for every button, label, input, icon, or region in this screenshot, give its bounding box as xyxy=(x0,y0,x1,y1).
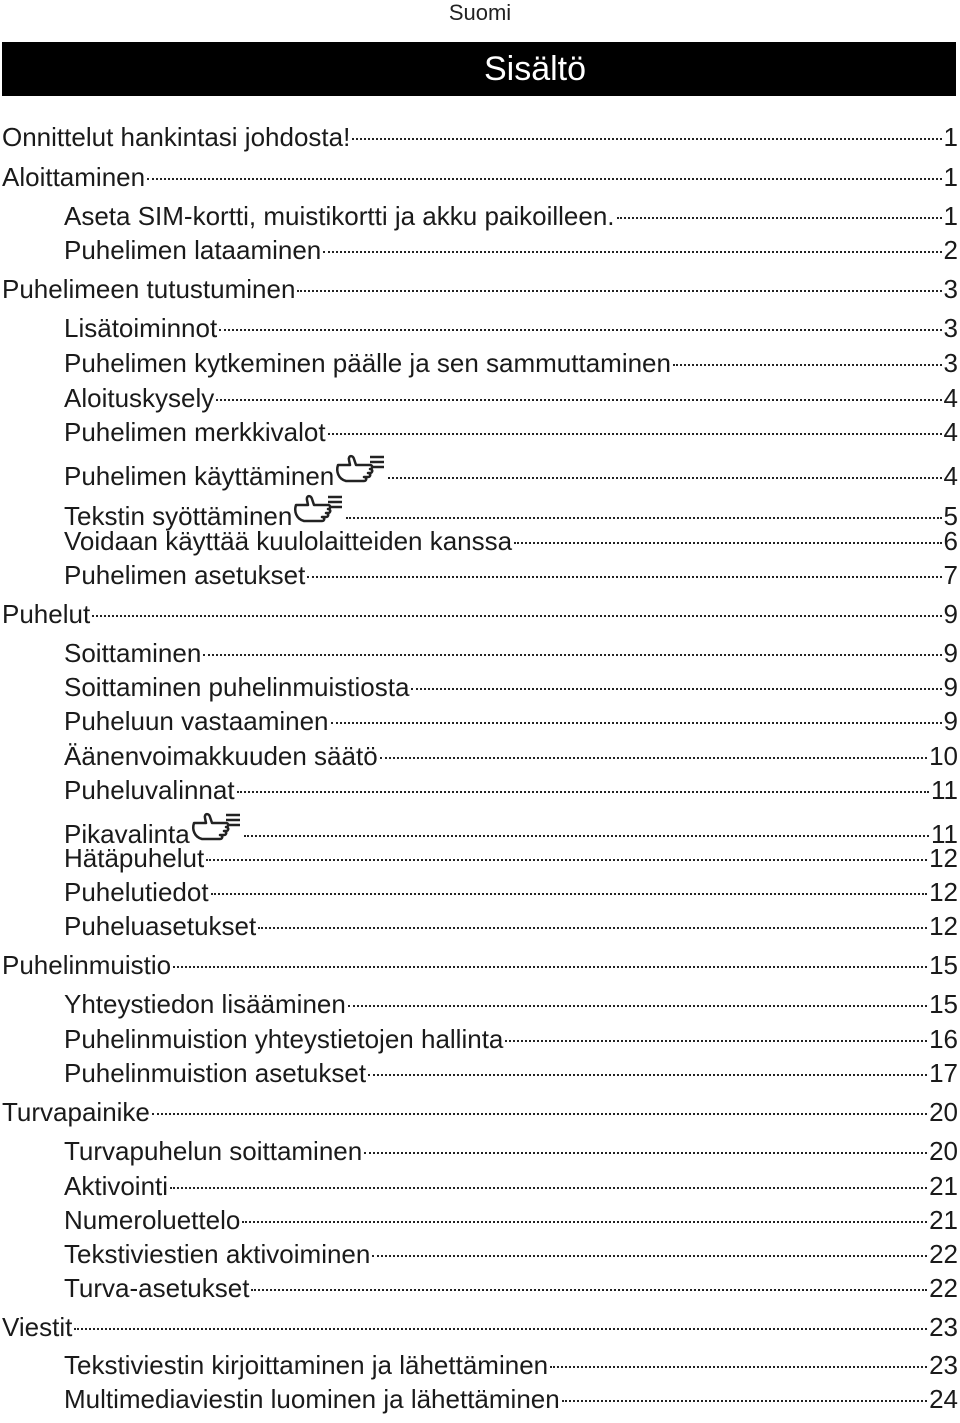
toc-leader-dots xyxy=(505,1040,927,1042)
toc-leader-dots xyxy=(244,835,929,837)
toc-leader-dots xyxy=(206,859,927,861)
toc-entry-label: Puhelinmuistion yhteystietojen hallinta xyxy=(64,1024,504,1054)
toc-entry[interactable] xyxy=(0,1239,958,1270)
toc-entry[interactable] xyxy=(0,526,958,557)
toc-page-number: 12 xyxy=(929,877,958,907)
toc-leader-dots xyxy=(173,966,927,968)
toc-entry-label: Soittaminen puhelinmuistiosta xyxy=(64,672,410,702)
toc-entry[interactable] xyxy=(0,672,958,703)
toc-entry-label: Soittaminen xyxy=(64,638,202,668)
toc-page-number: 15 xyxy=(929,950,958,980)
toc-leader-dots xyxy=(216,399,941,401)
toc-entry[interactable] xyxy=(0,313,958,344)
toc-page-number: 1 xyxy=(943,162,958,192)
toc-entry-label: Puhelutiedot xyxy=(64,877,209,907)
toc-leader-dots xyxy=(328,433,942,435)
toc-leader-dots xyxy=(242,1221,927,1223)
toc-entry-label: Puhelimen asetukset xyxy=(64,560,306,590)
toc-leader-dots xyxy=(152,1113,927,1115)
toc-entry[interactable] xyxy=(0,1350,958,1381)
toc-leader-dots xyxy=(346,517,941,519)
toc-entry[interactable] xyxy=(0,451,958,492)
toc-entry[interactable] xyxy=(0,122,958,153)
toc-entry[interactable] xyxy=(0,843,958,874)
toc-entry-label: Aloittaminen xyxy=(2,162,146,192)
toc-leader-dots xyxy=(368,1074,927,1076)
toc-page-number: 15 xyxy=(929,989,958,1019)
toc-page-number: 1 xyxy=(943,122,958,152)
toc-page-number: 10 xyxy=(929,741,958,771)
toc-entry[interactable] xyxy=(0,1384,958,1415)
toc-entry-label: Lisätoiminnot xyxy=(64,313,218,343)
toc-page-number: 22 xyxy=(929,1239,958,1269)
toc-page-number: 24 xyxy=(929,1384,958,1414)
toc-page-number: 11 xyxy=(931,819,958,849)
toc-entry[interactable] xyxy=(0,201,958,232)
toc-leader-dots xyxy=(380,757,927,759)
toc-entry-label: Puheluvalinnat xyxy=(64,775,235,805)
toc-leader-dots xyxy=(514,542,941,544)
toc-page-number: 11 xyxy=(931,775,958,805)
toc-leader-dots xyxy=(372,1255,927,1257)
toc-entry[interactable] xyxy=(0,274,958,305)
toc-entry-label: Turva-asetukset xyxy=(64,1273,250,1303)
toc-page-number: 1 xyxy=(943,201,958,231)
toc-page-number: 20 xyxy=(929,1136,958,1166)
toc-leader-dots xyxy=(211,893,928,895)
toc-entry-label: Hätäpuhelut xyxy=(64,843,205,873)
toc-page-number: 23 xyxy=(929,1312,958,1342)
toc-page-number: 12 xyxy=(929,843,958,873)
toc-leader-dots xyxy=(258,927,927,929)
toc-page-number: 20 xyxy=(929,1097,958,1127)
hand-pointer-icon xyxy=(292,491,344,525)
toc-entry[interactable] xyxy=(0,235,958,266)
toc-leader-dots xyxy=(323,251,941,253)
toc-entry[interactable] xyxy=(0,417,958,448)
toc-entry[interactable] xyxy=(0,638,958,669)
toc-entry-label: Puheluasetukset xyxy=(64,911,257,941)
toc-leader-dots xyxy=(170,1187,927,1189)
toc-entry-label: Multimediaviestin luominen ja lähettäminen xyxy=(64,1384,560,1414)
toc-entry[interactable] xyxy=(0,1097,958,1128)
toc-entry[interactable] xyxy=(0,1273,958,1304)
toc-entry[interactable] xyxy=(0,162,958,193)
toc-leader-dots xyxy=(237,791,929,793)
toc-entry[interactable] xyxy=(0,1024,958,1055)
toc-page-number: 4 xyxy=(943,461,958,491)
page-title: Sisältö xyxy=(483,49,587,88)
toc-entry[interactable] xyxy=(0,1171,958,1202)
toc-entry[interactable] xyxy=(0,383,958,414)
toc-leader-dots xyxy=(348,1005,927,1007)
toc-entry-label: Viestit xyxy=(2,1312,73,1342)
toc-leader-dots xyxy=(203,654,941,656)
toc-entry-label: Äänenvoimakkuuden säätö xyxy=(64,741,378,771)
page-title-bar xyxy=(2,42,956,96)
toc-leader-dots xyxy=(352,138,941,140)
toc-entry-label: Tekstiviestin kirjoittaminen ja lähettäminen xyxy=(64,1350,549,1380)
toc-entry[interactable] xyxy=(0,348,958,379)
toc-leader-dots xyxy=(251,1289,927,1291)
toc-entry-label: Puhelut xyxy=(2,599,91,629)
toc-page-number: 9 xyxy=(943,599,958,629)
toc-entry-label: Aloituskysely xyxy=(64,383,215,413)
toc-entry-label: Puhelinmuistion asetukset xyxy=(64,1058,367,1088)
toc-entry-label: Turvapuhelun soittaminen xyxy=(64,1136,363,1166)
toc-leader-dots xyxy=(411,688,941,690)
toc-entry-label: Voidaan käyttää kuulolaitteiden kanssa xyxy=(64,526,513,556)
toc-page-number: 3 xyxy=(943,313,958,343)
toc-entry[interactable] xyxy=(0,741,958,772)
toc-leader-dots xyxy=(364,1152,927,1154)
toc-leader-dots xyxy=(307,576,941,578)
toc-entry-label: Numeroluettelo xyxy=(64,1205,241,1235)
toc-page-number: 9 xyxy=(943,672,958,702)
toc-entry-label: Yhteystiedon lisääminen xyxy=(64,989,346,1019)
toc-leader-dots xyxy=(331,722,942,724)
toc-page-number: 5 xyxy=(943,501,958,531)
toc-page-number: 12 xyxy=(929,911,958,941)
toc-leader-dots xyxy=(147,178,941,180)
toc-entry[interactable] xyxy=(0,1058,958,1089)
hand-pointer-icon xyxy=(334,451,386,485)
toc-page-number: 23 xyxy=(929,1350,958,1380)
toc-entry[interactable] xyxy=(0,775,958,806)
toc-leader-dots xyxy=(617,217,942,219)
toc-leader-dots xyxy=(219,329,941,331)
toc-entry[interactable] xyxy=(0,1312,958,1343)
toc-entry[interactable] xyxy=(0,877,958,908)
toc-leader-dots xyxy=(388,477,941,479)
language-label: Suomi xyxy=(448,0,512,25)
toc-entry-label: Pikavalinta xyxy=(64,819,190,849)
toc-entry-label: Turvapainike xyxy=(2,1097,150,1127)
toc-page-number: 7 xyxy=(943,560,958,590)
toc-page-number: 16 xyxy=(929,1024,958,1054)
toc-page-number: 3 xyxy=(943,348,958,378)
toc-entry-label: Puhelimen kytkeminen päälle ja sen sammuttaminen xyxy=(64,348,671,378)
toc-entry[interactable] xyxy=(0,950,958,981)
toc-leader-dots xyxy=(74,1328,927,1330)
toc-page-number: 2 xyxy=(943,235,958,265)
hand-pointer-icon xyxy=(190,809,242,843)
toc-leader-dots xyxy=(550,1366,927,1368)
toc-entry-label: Onnittelut hankintasi johdosta! xyxy=(2,122,351,152)
toc-entry-label: Puhelimen käyttäminen xyxy=(64,461,335,491)
toc-entry-label: Tekstin syöttäminen xyxy=(64,501,293,531)
toc-entry-label: Tekstiviestien aktivoiminen xyxy=(64,1239,371,1269)
toc-entry[interactable] xyxy=(0,706,958,737)
toc-entry-label: Puhelimen merkkivalot xyxy=(64,417,326,447)
toc-page-number: 21 xyxy=(929,1171,958,1201)
toc-page-number: 4 xyxy=(943,417,958,447)
toc-leader-dots xyxy=(297,290,941,292)
toc-page-number: 6 xyxy=(943,526,958,556)
toc-page-number: 4 xyxy=(943,383,958,413)
toc-entry[interactable] xyxy=(0,599,958,630)
toc-entry-label: Puhelimen lataaminen xyxy=(64,235,322,265)
toc-leader-dots xyxy=(562,1400,927,1402)
toc-leader-dots xyxy=(92,615,941,617)
toc-entry-label: Aseta SIM-kortti, muistikortti ja akku paikoilleen. xyxy=(64,201,615,231)
toc-entry[interactable] xyxy=(0,911,958,942)
toc-entry-label: Puhelinmuistio xyxy=(2,950,172,980)
toc-entry[interactable] xyxy=(0,1205,958,1236)
toc-page-number: 21 xyxy=(929,1205,958,1235)
toc-entry-label: Puheluun vastaaminen xyxy=(64,706,329,736)
toc-page-number: 17 xyxy=(929,1058,958,1088)
toc-page-number: 3 xyxy=(943,274,958,304)
toc-entry-label: Puhelimeen tutustuminen xyxy=(2,274,296,304)
toc-page-number: 9 xyxy=(943,638,958,668)
toc-entry-label: Aktivointi xyxy=(64,1171,169,1201)
toc-entry[interactable] xyxy=(0,989,958,1020)
toc-entry[interactable] xyxy=(0,1136,958,1167)
toc-page-number: 22 xyxy=(929,1273,958,1303)
toc-entry[interactable] xyxy=(0,560,958,591)
toc-page-number: 9 xyxy=(943,706,958,736)
toc-leader-dots xyxy=(673,364,942,366)
